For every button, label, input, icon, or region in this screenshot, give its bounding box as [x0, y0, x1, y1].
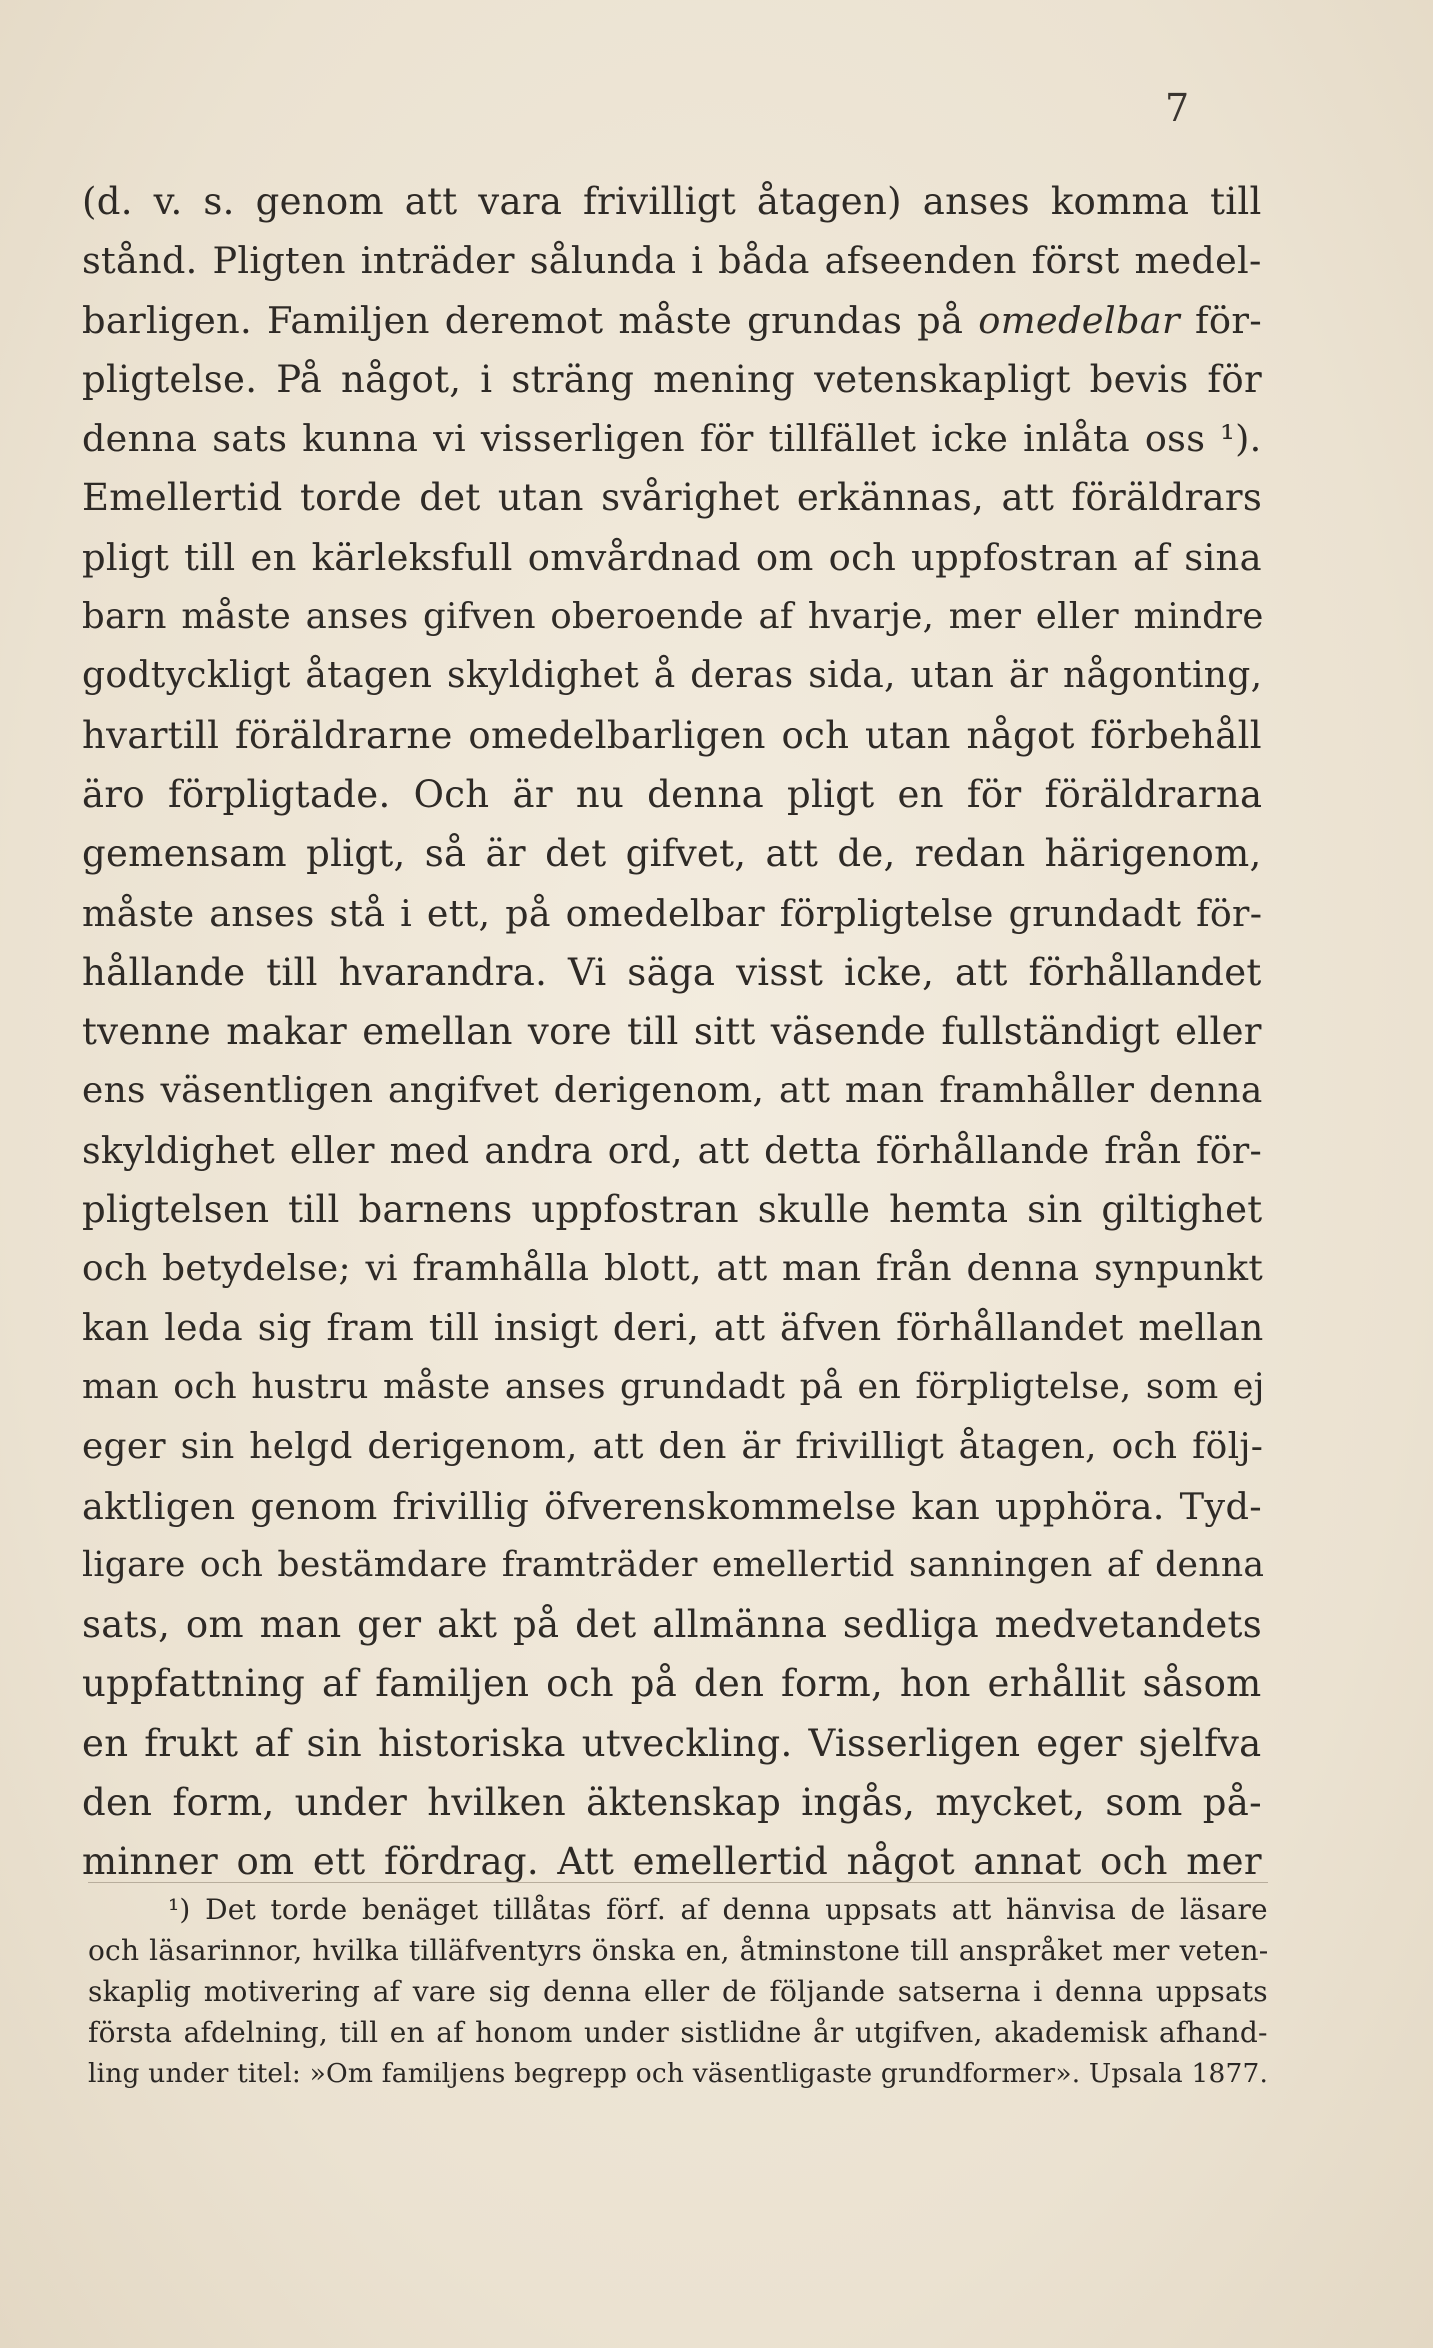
text-line: ligare och bestämdare framträder emellertid sanningen af denna	[82, 1544, 1265, 1585]
footnote-line: ¹) Det torde benäget tillåtas förf. af denna uppsats att hänvisa de läsare	[168, 1893, 1268, 1926]
body-text	[82, 172, 1265, 1892]
text-line: och betydelse; vi framhålla blott, att man från denna synpunkt	[82, 1248, 1264, 1290]
text-line: denna sats kunna vi visserligen för tillfället icke inlåta oss ¹).	[82, 417, 1262, 461]
footnote-line: ling under titel: »Om familjens begrepp och väsentligaste grundformer». Upsala 1877.	[88, 2058, 1269, 2089]
footnote-line: och läsarinnor, hvilka tilläfventyrs önska en, åtminstone till anspråket mer veten-	[88, 1934, 1269, 1967]
text-line: Emellertid torde det utan svårighet erkännas, att föräldrars	[82, 476, 1263, 520]
text-line: ens väsentligen angifvet derigenom, att man framhåller denna	[82, 1070, 1263, 1112]
text-line: måste anses stå i ett, på omedelbar förpligtelse grundadt för-	[82, 891, 1263, 935]
italic-word: omedelbar	[978, 298, 1180, 342]
text-line: (d. v. s. genom att vara frivilligt åtagen) anses komma till	[82, 180, 1262, 223]
text-line: godtyckligt åtagen skyldighet å deras sida, utan är någonting,	[82, 654, 1263, 697]
text-line: en frukt af sin historiska utveckling. Visserligen eger sjelfva	[82, 1721, 1262, 1765]
text-line: stånd. Pligten inträder sålunda i båda afseenden först medel-	[82, 239, 1262, 283]
text-line: uppfattning af familjen och på den form, hon erhållit såsom	[82, 1662, 1262, 1706]
text-line: aktligen genom frivillig öfverenskommelse kan upphöra. Tyd-	[82, 1484, 1262, 1528]
text-line: pligtelsen till barnens uppfostran skulle hemta sin giltighet	[82, 1188, 1263, 1232]
text-line: barn måste anses gifven oberoende af hvarje, mer eller mindre	[82, 596, 1264, 638]
text-line: eger sin helgd derigenom, att den är frivilligt åtagen, och följ-	[82, 1426, 1264, 1468]
text-line: man och hustru måste anses grundadt på en förpligtelse, som ej	[82, 1366, 1265, 1407]
footnote-line: första afdelning, till en af honom under sistlidne år utgifven, akademisk afhand-	[88, 2016, 1268, 2049]
text-line: barligen. Familjen deremot måste grundas på omedelbar för-	[82, 298, 1262, 342]
text-line: tvenne makar emellan vore till sitt väsende fullständigt eller	[82, 1010, 1262, 1054]
text-line: kan leda sig fram till insigt deri, att äfven förhållandet mellan	[82, 1306, 1264, 1349]
text-line: sats, om man ger akt på det allmänna sedliga medvetandets	[82, 1603, 1262, 1647]
text-line: minner om ett fördrag. Att emellertid något annat och mer	[82, 1840, 1262, 1884]
footnotes	[88, 1882, 1268, 2094]
text-line: hållande till hvarandra. Vi säga visst icke, att förhållandet	[82, 950, 1262, 994]
text-line: pligt till en kärleksfull omvårdnad om och uppfostran af sina	[82, 535, 1262, 579]
text-line: hvartill föräldrarne omedelbarligen och utan något förbehåll	[82, 713, 1262, 757]
text-line: pligtelse. På något, i sträng mening vetenskapligt bevis för	[82, 357, 1262, 401]
text-line: skyldighet eller med andra ord, att detta förhållande från för-	[82, 1128, 1263, 1172]
text-line: äro förpligtade. Och är nu denna pligt en för föräldrarna	[82, 772, 1263, 816]
footnote-line: skaplig motivering af vare sig denna eller de följande satserna i denna uppsats	[88, 1975, 1268, 2008]
page-number: 7	[1165, 86, 1190, 130]
text-line: gemensam pligt, så är det gifvet, att de, redan härigenom,	[82, 832, 1262, 876]
text-line: den form, under hvilken äktenskap ingås, mycket, som på-	[82, 1781, 1262, 1825]
